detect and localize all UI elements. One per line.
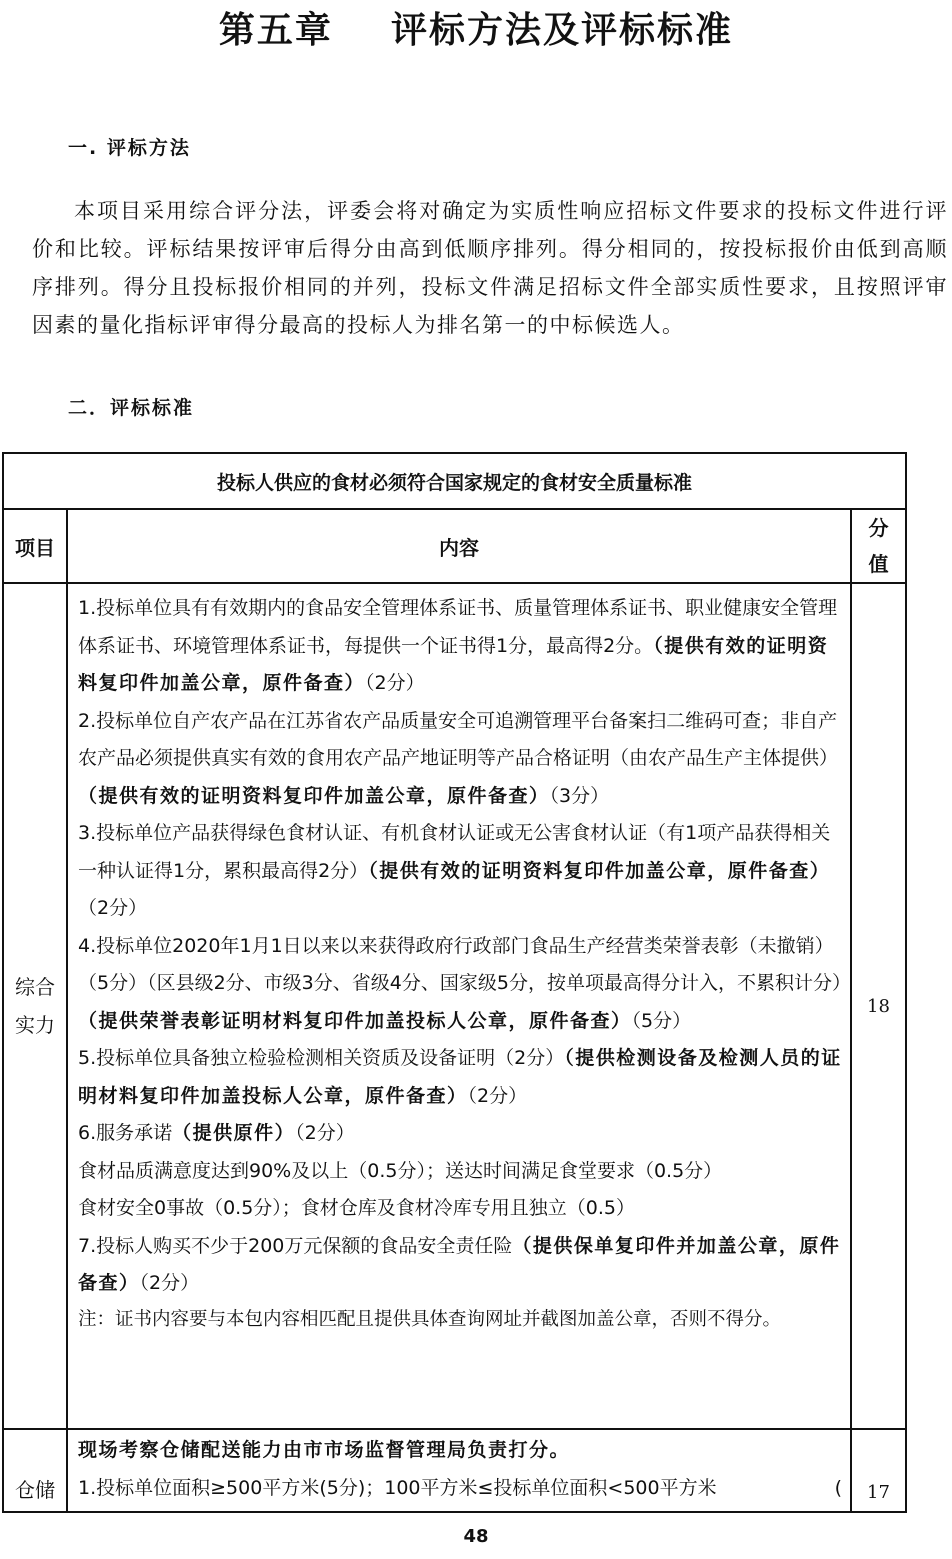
category-label: 综合实力 xyxy=(15,975,55,1037)
header-item: 项目 xyxy=(3,509,67,583)
content-cell xyxy=(67,583,851,1429)
table-banner: 投标人供应的食材必须符合国家规定的食材安全质量标准 xyxy=(3,453,906,509)
criterion-item: 2.投标单位自产农产品在江苏省农产品质量安全可追溯管理平台备案扫二维码可查；非自产农产品必须提供真实有效的食用农产品产地证明等产品合格证明（由农产品生产主体提供）（提供有效的证明资料复印件加盖公章，原件备查）（3分） xyxy=(78,709,839,807)
table-row xyxy=(3,1429,906,1512)
evaluation-method-paragraph: 本项目采用综合评分法，评委会将对确定为实质性响应招标文件要求的投标文件进行评价和比较。评标结果按评审后得分由高到低顺序排列。得分相同的，按投标报价由低到高顺序排列。得分且投标报价相同的并列，投标文件满足招标文件全部实质性要求，且按照评审因素的量化指标评审得分最高的投标人为排名第一的中标候选人。 xyxy=(32,199,948,337)
criterion-note: 注：证书内容要与本包内容相匹配且提供具体查询网址并截图加盖公章，否则不得分。 xyxy=(78,1308,782,1330)
category-cell xyxy=(3,583,67,1429)
category-cell: 仓储 xyxy=(3,1429,67,1512)
section-heading-evaluation-criteria: 二．评标标准 xyxy=(68,397,195,419)
section-heading-evaluation-method: 一. 评标方法 xyxy=(68,137,191,159)
header-score xyxy=(851,509,906,583)
criterion-item: 1.投标单位面积≥500平方米(5分)；100平方米≤投标单位面积<500平方米 ( xyxy=(78,1476,842,1499)
criteria-table xyxy=(2,452,907,1513)
header-score-line1: 分 xyxy=(868,516,889,540)
table-banner-row xyxy=(3,453,906,509)
header-content: 内容 xyxy=(67,509,851,583)
criterion-item: 现场考察仓储配送能力由市市场监督管理局负责打分。 xyxy=(78,1439,571,1461)
criterion-item: 7.投标人购买不少于200万元保额的食品安全责任险（提供保单复印件并加盖公章，原件备查）（2分） xyxy=(78,1234,841,1294)
criterion-item: 食材品质满意度达到90%及以上（0.5分）；送达时间满足食堂要求（0.5分） xyxy=(78,1159,723,1182)
criterion-item: 5.投标单位具备独立检验检测相关资质及设备证明（2分）（提供检测设备及检测人员的证明材料复印件加盖投标人公章，原件备查）（2分） xyxy=(78,1047,842,1107)
header-score-line2: 值 xyxy=(868,552,889,576)
criterion-item: 3.投标单位产品获得绿色食材认证、有机食材认证或无公害食材认证（有1项产品获得相关一种认证得1分，累积最高得2分）（提供有效的证明资料复印件加盖公章，原件备查）（2分） xyxy=(78,822,831,919)
score-cell: 18 xyxy=(851,583,906,1429)
criterion-item: 1.投标单位具有有效期内的食品安全管理体系证书、质量管理体系证书、职业健康安全管理体系证书、环境管理体系证书，每提供一个证书得1分，最高得2分。（提供有效的证明资料复印件加盖公章，原件备查）（2分） xyxy=(78,597,838,694)
criterion-item: 食材安全0事故（0.5分）；食材仓库及食材冷库专用且独立（0.5） xyxy=(78,1197,636,1219)
table-row xyxy=(3,583,906,1429)
page-number: 48 xyxy=(463,1526,489,1547)
table-header-row xyxy=(3,509,906,583)
criterion-item: 6.服务承诺（提供原件）（2分） xyxy=(78,1122,355,1144)
criterion-item: 4.投标单位2020年1月1日以来以来获得政府行政部门食品生产经营类荣誉表彰（未撤销）（5分）（区县级2分、市级3分、省级4分、国家级5分，按单项最高得分计入，不累积计分）（提供荣誉表彰证明材料复印件加盖投标人公章，原件备查）（5分） xyxy=(78,934,851,1032)
content-cell xyxy=(67,1429,851,1512)
score-cell: 17 xyxy=(851,1429,906,1512)
chapter-title: 第五章 评标方法及评标标准 xyxy=(218,10,734,51)
